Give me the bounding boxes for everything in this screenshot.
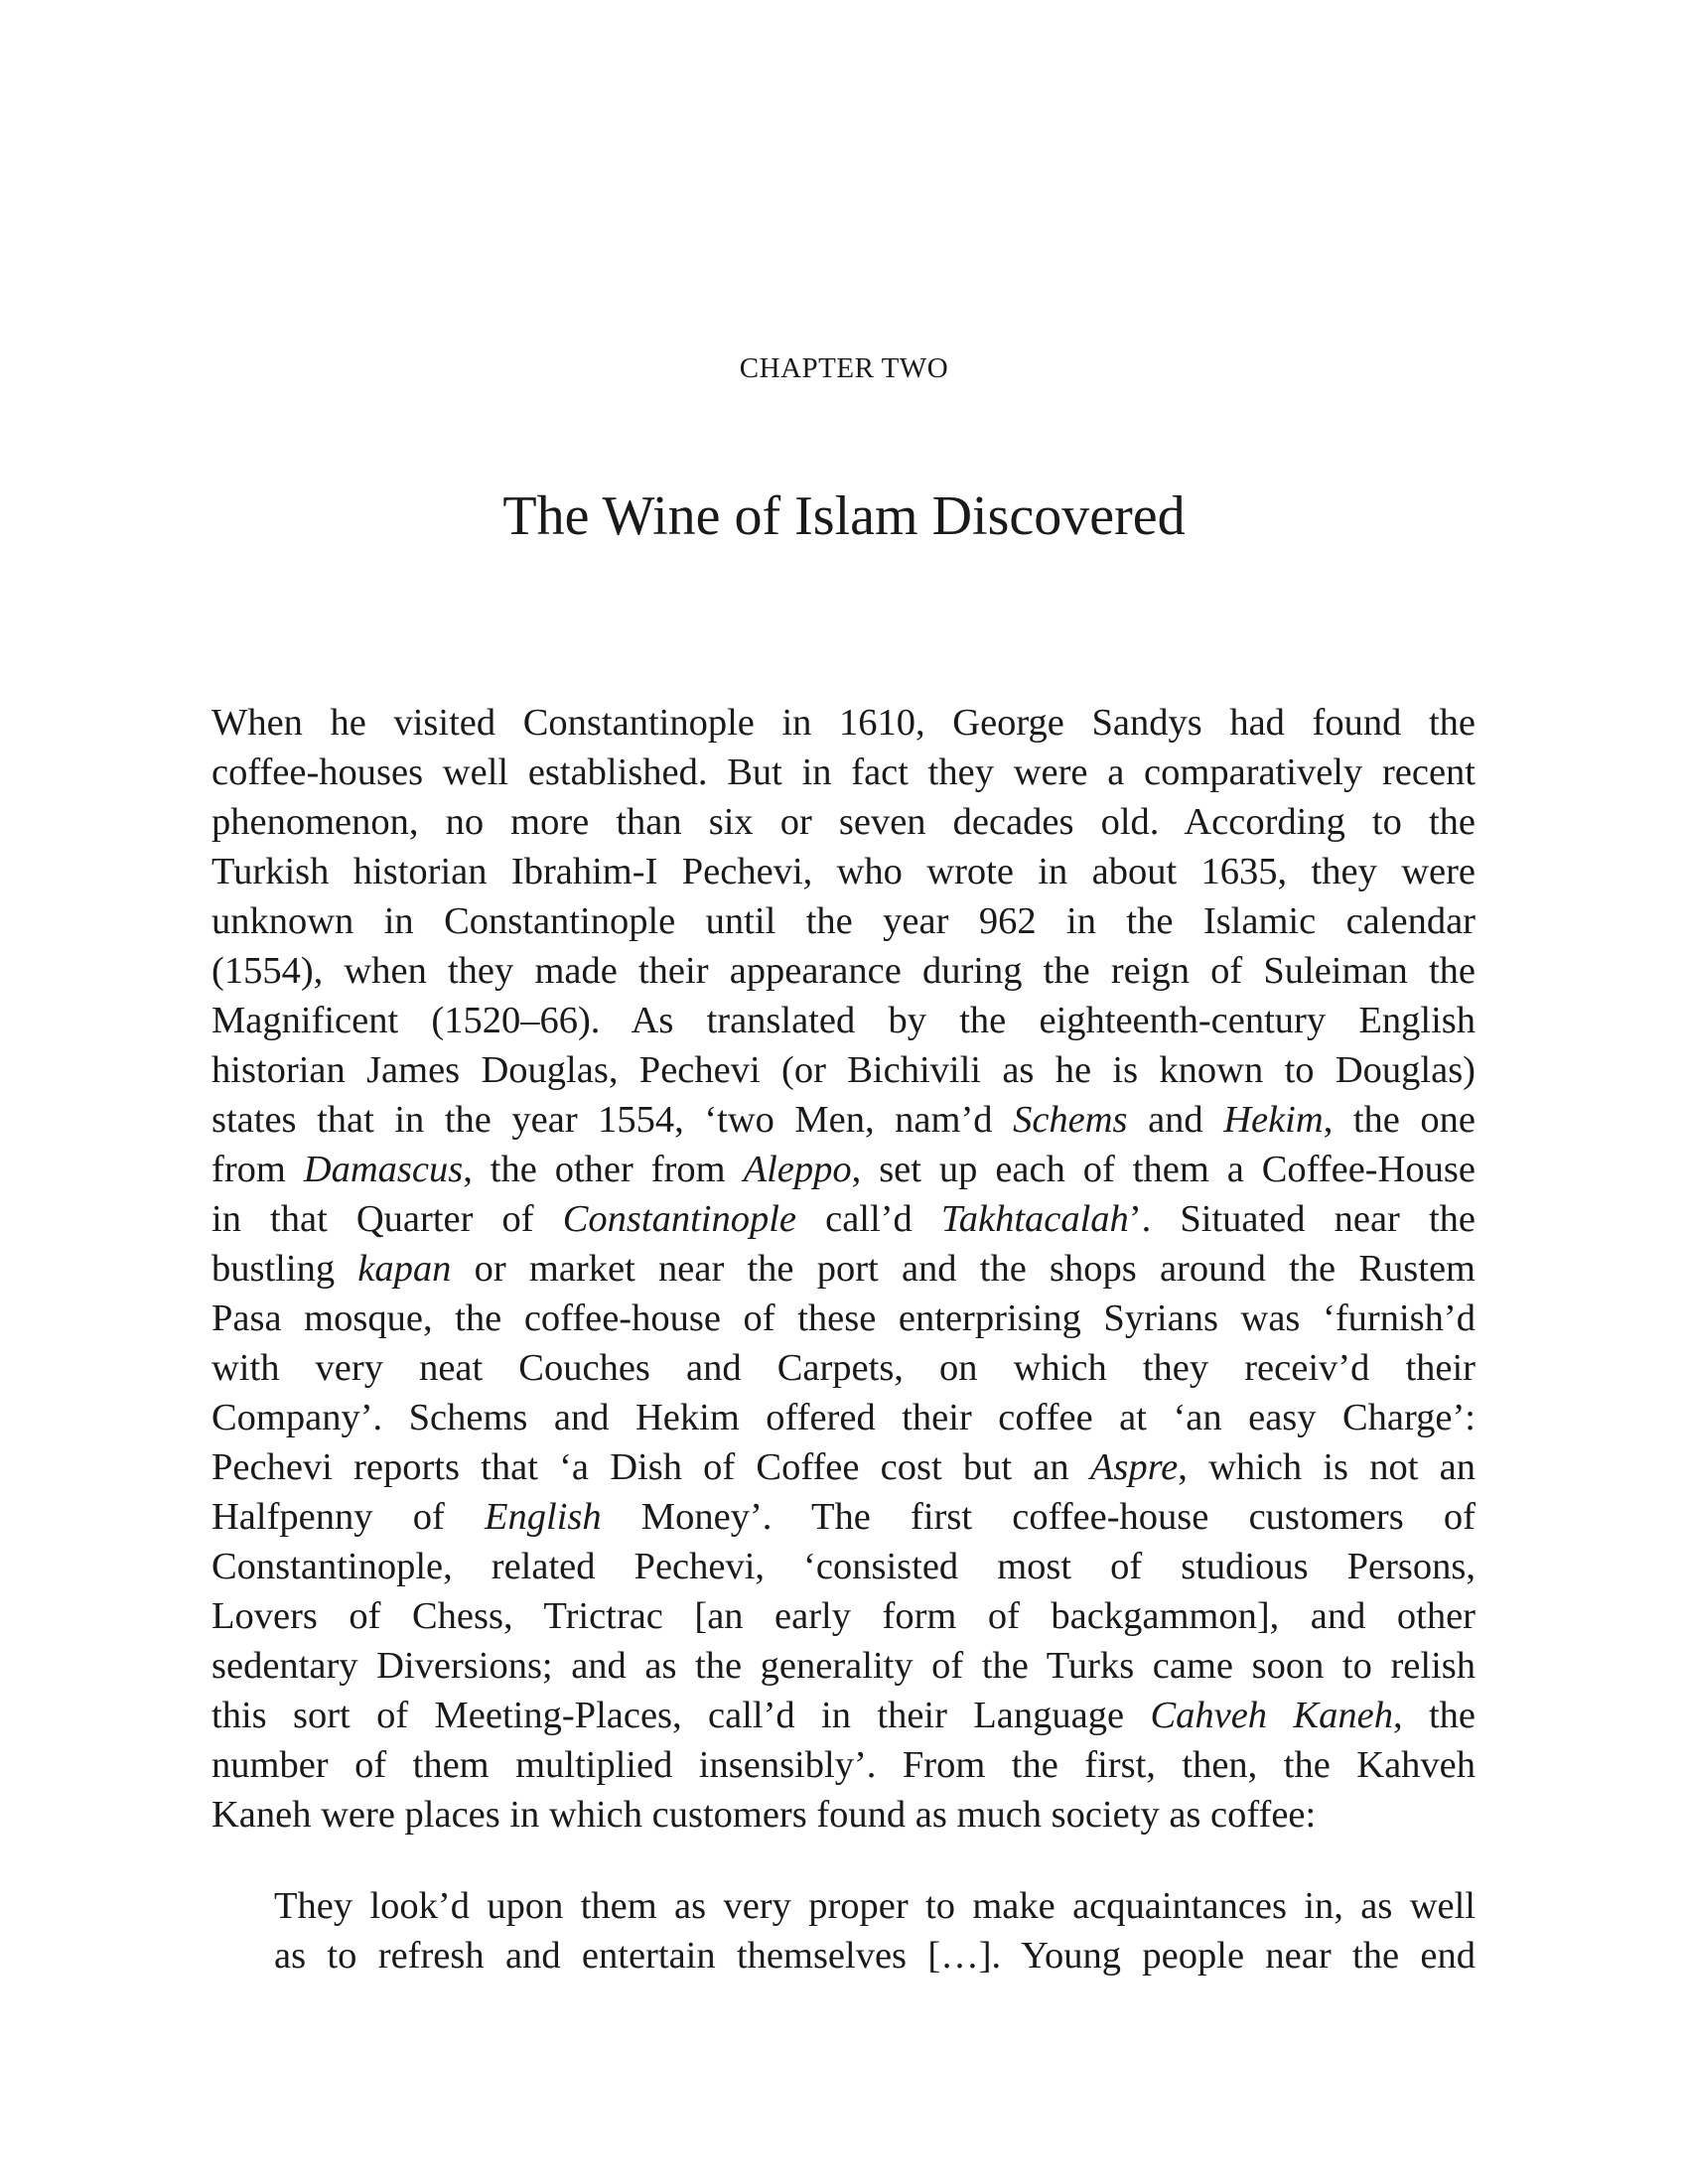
text-run: , the other from [463, 1149, 744, 1190]
italic-text: Aspre [1089, 1446, 1179, 1488]
text-line [211, 1442, 1476, 1492]
text-run: with very neat Couches and Carpets, on which they receiv’d their [211, 1347, 1476, 1389]
text-run: ’. Situated near the [1128, 1198, 1477, 1240]
text-line [211, 1095, 1476, 1145]
text-run: as to refresh and entertain themselves […]. Young people near the end [274, 1935, 1476, 1977]
text-line [211, 996, 1476, 1045]
body-paragraph [211, 698, 1476, 1840]
text-run: call’d [796, 1198, 941, 1240]
text-run: , which is not an [1178, 1446, 1476, 1488]
text-run: Company’. Schems and Hekim offered their coffee at ‘an easy Charge’: [211, 1397, 1476, 1438]
text-line [211, 1790, 1476, 1840]
text-run: , set up each of them a Coffee-House [851, 1149, 1476, 1190]
text-run: Magnificent (1520–66). As translated by the eighteenth-century English [211, 1000, 1476, 1041]
text-line [211, 1542, 1476, 1591]
text-run: Constantinople, related Pechevi, ‘consisted most of studious Persons, [211, 1546, 1476, 1587]
italic-text: Hekim [1223, 1099, 1324, 1141]
text-run: , the [1392, 1695, 1476, 1736]
text-line [211, 1244, 1476, 1294]
text-run: Kaneh were places in which customers found as much society as coffee: [211, 1794, 1317, 1836]
text-run: this sort of Meeting-Places, call’d in their Language [211, 1695, 1151, 1736]
text-run: They look’d upon them as very proper to make acquaintances in, as well [274, 1885, 1476, 1927]
italic-text: English [485, 1496, 602, 1538]
text-run: Money’. The first coffee-house customers of [601, 1496, 1476, 1538]
italic-text: Damascus [303, 1149, 464, 1190]
text-run: historian James Douglas, Pechevi (or Bichivili as he is known to Douglas) [211, 1049, 1476, 1091]
text-run: states that in the year 1554, ‘two Men, nam’d [211, 1099, 1014, 1141]
text-line [211, 1145, 1476, 1194]
text-line [211, 748, 1476, 797]
text-line [274, 1881, 1476, 1931]
text-line [211, 1343, 1476, 1393]
text-line [211, 1591, 1476, 1641]
text-line [211, 797, 1476, 847]
text-line [211, 1393, 1476, 1442]
text-run: Turkish historian Ibrahim-I Pechevi, who wrote in about 1635, they were [211, 851, 1476, 892]
text-run: number of them multiplied insensibly’. From the first, then, the Kahveh [211, 1744, 1476, 1786]
text-line [211, 1045, 1476, 1095]
text-line [211, 1294, 1476, 1343]
text-line [211, 847, 1476, 896]
text-run: Pasa mosque, the coffee-house of these enterprising Syrians was ‘furnish’d [211, 1297, 1476, 1339]
block-quote [274, 1881, 1476, 1980]
text-run: coffee-houses well established. But in fact they were a comparatively recent [211, 751, 1476, 793]
text-run: Lovers of Chess, Trictrac [an early form of backgammon], and other [211, 1595, 1476, 1637]
text-run: phenomenon, no more than six or seven decades old. According to the [211, 801, 1476, 843]
text-run: Halfpenny of [211, 1496, 486, 1538]
text-line [211, 1641, 1476, 1691]
chapter-title: The Wine of Islam Discovered [502, 485, 1186, 547]
italic-text: Takhtacalah [940, 1198, 1129, 1240]
text-line [211, 1194, 1476, 1244]
chapter-label: CHAPTER TWO [739, 352, 949, 384]
text-run: unknown in Constantinople until the year 962 in the Islamic calendar [211, 900, 1476, 942]
text-line [274, 1931, 1476, 1980]
text-run: or market near the port and the shops around the Rustem [451, 1248, 1476, 1290]
italic-text: Aleppo [743, 1149, 852, 1190]
text-run: in that Quarter of [211, 1198, 563, 1240]
text-run: , the one [1323, 1099, 1477, 1141]
text-line [211, 946, 1476, 996]
text-run: When he visited Constantinople in 1610, George Sandys had found the [211, 702, 1476, 744]
text-line [211, 698, 1476, 748]
text-line [211, 1691, 1476, 1740]
text-run: sedentary Diversions; and as the generality of the Turks came soon to relish [211, 1645, 1476, 1687]
text-run: bustling [211, 1248, 358, 1290]
text-run: Pechevi reports that ‘a Dish of Coffee cost but an [211, 1446, 1090, 1488]
text-line [211, 1492, 1476, 1542]
text-run: (1554), when they made their appearance during the reign of Suleiman the [211, 950, 1476, 992]
italic-text: Schems [1013, 1099, 1128, 1141]
italic-text: Cahveh Kaneh [1150, 1695, 1393, 1736]
text-line [211, 896, 1476, 946]
text-run: and [1127, 1099, 1224, 1141]
italic-text: kapan [357, 1248, 452, 1290]
text-run: from [211, 1149, 304, 1190]
text-line [211, 1740, 1476, 1790]
italic-text: Constantinople [562, 1198, 797, 1240]
